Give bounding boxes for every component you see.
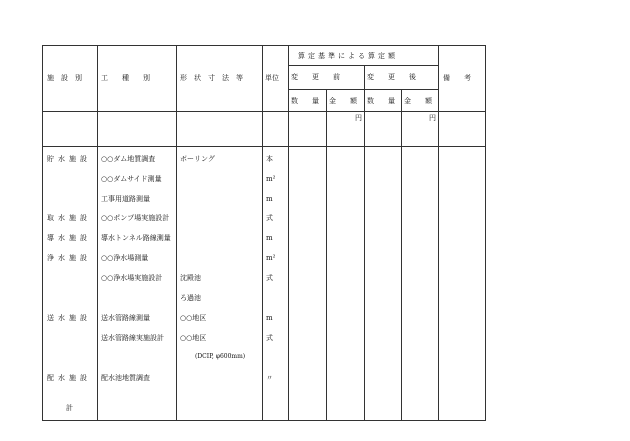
col-line-shape bbox=[262, 45, 263, 421]
row-unit: 式 bbox=[266, 334, 273, 342]
row-work: ○○浄水場実施設計 bbox=[101, 274, 163, 282]
header-estimate-title: 算定基準による算定額 bbox=[298, 52, 398, 60]
row-unit: 〃 bbox=[266, 374, 273, 382]
header-quantity-after: 数 量 bbox=[367, 97, 395, 105]
header-quantity-before: 数 量 bbox=[291, 97, 319, 105]
header-shape-dimensions: 形 状 寸 法 等 bbox=[180, 74, 243, 82]
header-before-change: 変 更 前 bbox=[291, 73, 340, 81]
row-unit: 式 bbox=[266, 274, 273, 282]
row-unit: m bbox=[266, 234, 273, 242]
row-work: 導水トンネル路線測量 bbox=[101, 234, 171, 242]
col-line-work bbox=[176, 45, 177, 421]
row-shape: (DCIP, φ600mm) bbox=[195, 353, 246, 360]
row-work: ○○浄水場測量 bbox=[101, 254, 149, 262]
row-line-change bbox=[288, 89, 438, 90]
row-work: 配水池地質調査 bbox=[101, 374, 150, 382]
currency-after: 円 bbox=[429, 114, 436, 122]
row-shape: ○○地区 bbox=[180, 314, 207, 322]
row-facility: 浄水施設 bbox=[47, 254, 91, 262]
row-facility: 貯水施設 bbox=[47, 155, 91, 163]
header-amount-after: 金 額 bbox=[404, 97, 432, 105]
header-remarks: 備 考 bbox=[443, 74, 471, 82]
row-work: ○○ダムサイド測量 bbox=[101, 175, 162, 183]
header-unit: 単位 bbox=[265, 74, 279, 82]
row-facility: 配水施設 bbox=[47, 374, 91, 382]
row-work: ○○ポンプ場実施設計 bbox=[101, 214, 170, 222]
header-amount-before: 金 額 bbox=[329, 97, 357, 105]
row-line-estimate-title bbox=[288, 65, 438, 66]
row-line-body-top bbox=[42, 146, 486, 147]
row-shape: 沈殿池 bbox=[180, 274, 201, 282]
row-unit: m² bbox=[266, 175, 276, 183]
row-facility: 取水施設 bbox=[47, 214, 91, 222]
row-shape: ボーリング bbox=[180, 155, 215, 163]
row-unit: 式 bbox=[266, 214, 273, 222]
currency-before: 円 bbox=[355, 114, 362, 122]
row-work: 送水管路線実施設計 bbox=[101, 334, 164, 342]
row-unit: m bbox=[266, 314, 273, 322]
row-unit: 本 bbox=[266, 155, 273, 163]
row-line-header-bottom bbox=[42, 111, 486, 112]
row-work: 工事用道路測量 bbox=[101, 195, 150, 203]
col-line-after-amount bbox=[401, 89, 402, 421]
row-facility: 導水施設 bbox=[47, 234, 91, 242]
col-line-facility bbox=[97, 45, 98, 421]
col-line-before-amount bbox=[326, 89, 327, 421]
row-work: ○○ダム地質調査 bbox=[101, 155, 156, 163]
total-label: 計 bbox=[66, 404, 73, 412]
row-facility: 送水施設 bbox=[47, 314, 91, 322]
col-line-estimate bbox=[438, 45, 439, 421]
header-facility: 施 設 別 bbox=[47, 74, 82, 82]
header-work-type: 工 種 別 bbox=[101, 74, 150, 82]
row-unit: m bbox=[266, 195, 273, 203]
row-shape: ろ過池 bbox=[180, 294, 201, 302]
col-line-change bbox=[364, 65, 365, 421]
row-shape: ○○地区 bbox=[180, 334, 207, 342]
row-work: 送水管路線測量 bbox=[101, 314, 150, 322]
row-unit: m² bbox=[266, 254, 276, 262]
col-line-unit bbox=[288, 45, 289, 421]
header-after-change: 変 更 後 bbox=[367, 73, 416, 81]
